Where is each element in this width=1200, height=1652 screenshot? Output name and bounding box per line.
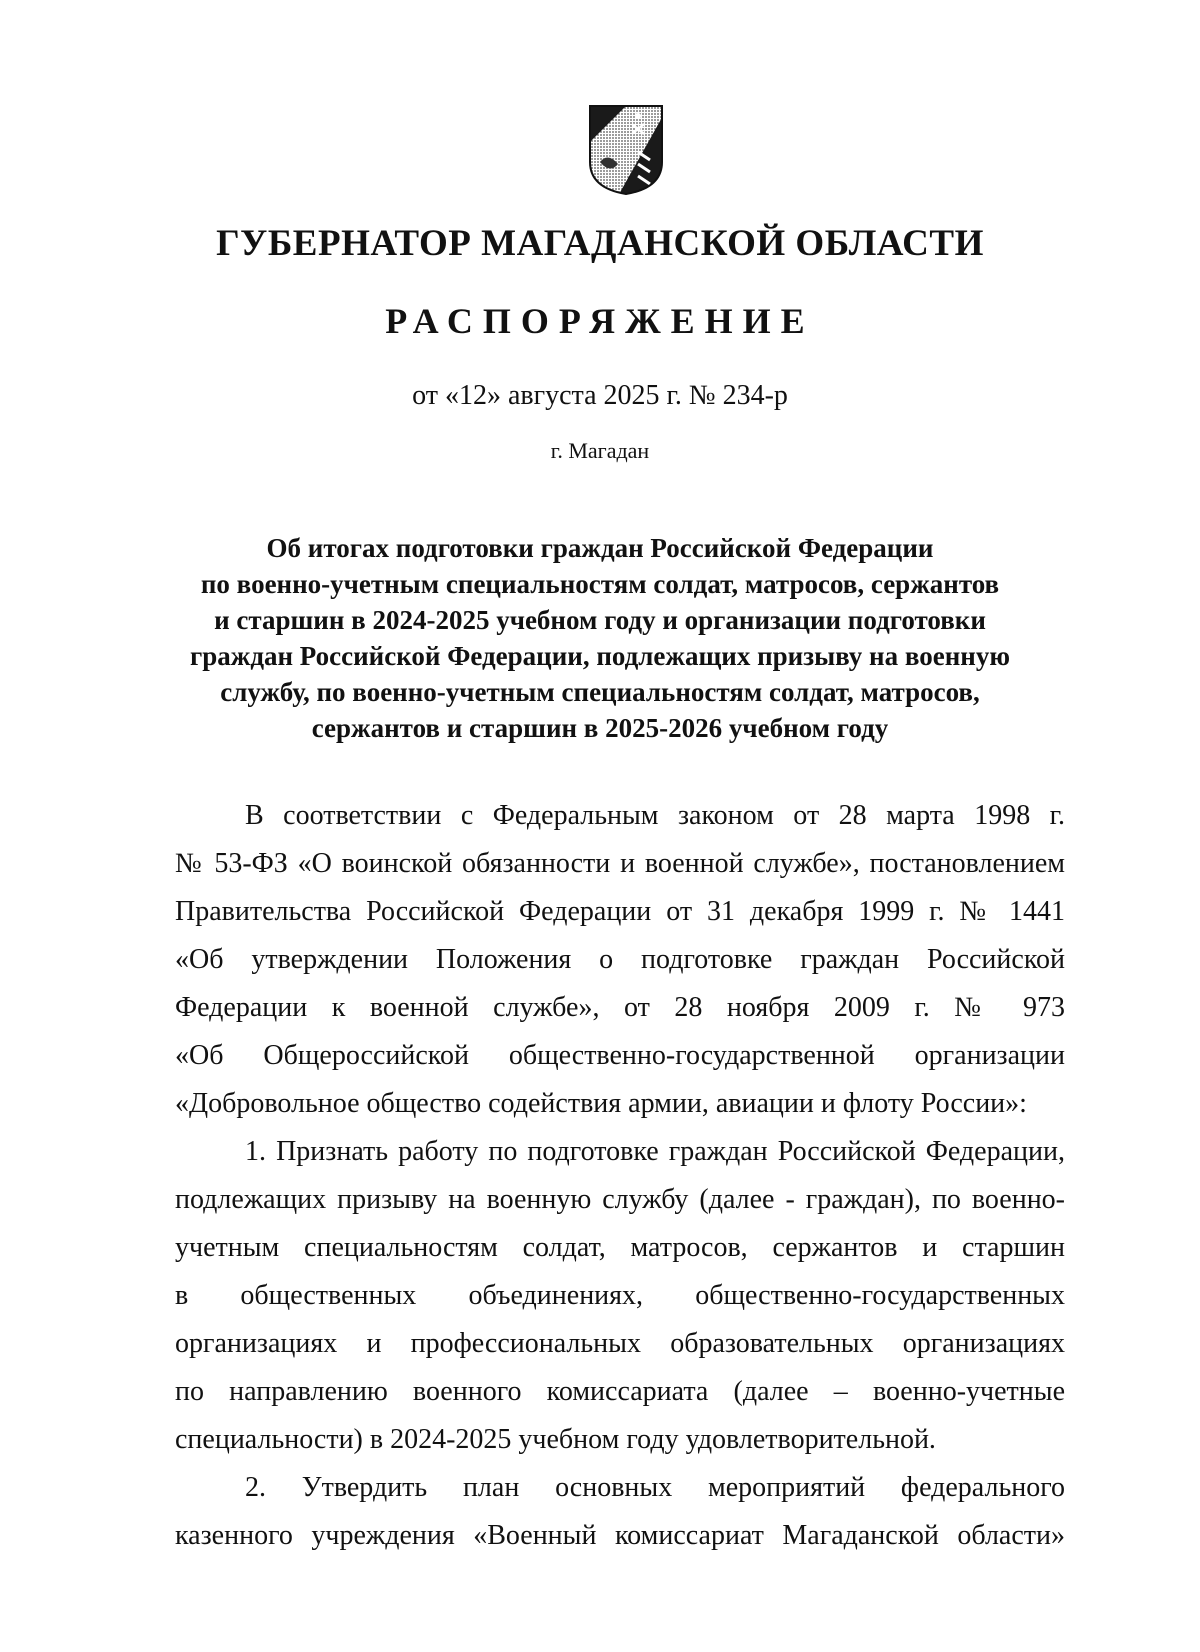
issuer-heading: ГУБЕРНАТОР МАГАДАНСКОЙ ОБЛАСТИ <box>216 223 984 264</box>
body-line: в общественных объединениях, общественно-государственных <box>175 1280 1065 1311</box>
title-line: службу, по военно-учетным специальностям солдат, матросов, <box>220 677 980 707</box>
body-line: «Об Общероссийской общественно-государственной организации <box>175 1040 1065 1071</box>
document-date-number: от «12» августа 2025 г. № 234-р <box>412 380 788 411</box>
body-line: «Об утверждении Положения о подготовке граждан Российской <box>175 944 1065 975</box>
coat-of-arms-icon <box>588 104 664 196</box>
body-line: № 53-ФЗ «О воинской обязанности и военной службе», постановлением <box>175 848 1065 879</box>
body-line: «Добровольное общество содействия армии, авиации и флоту России»: <box>175 1088 1027 1119</box>
body-line: В соответствии с Федеральным законом от 28 марта 1998 г. <box>245 800 1065 831</box>
body-line: подлежащих призыву на военную службу (далее - граждан), по военно- <box>175 1184 1065 1215</box>
body-line: специальности) в 2024-2025 учебном году удовлетворительной. <box>175 1424 936 1455</box>
title-line: сержантов и старшин в 2025-2026 учебном году <box>311 713 889 743</box>
body-line: организациях и профессиональных образовательных организациях <box>175 1328 1065 1359</box>
body-line: казенного учреждения «Военный комиссариат Магаданской области» <box>175 1520 1065 1551</box>
body-line: 2. Утвердить план основных мероприятий федерального <box>245 1472 1065 1503</box>
title-line: по военно-учетным специальностям солдат, матросов, сержантов <box>200 569 1000 599</box>
body-line: учетным специальностям солдат, матросов, сержантов и старшин <box>175 1232 1065 1263</box>
title-line: и старшин в 2024-2025 учебном году и организации подготовки <box>214 605 986 635</box>
document-title <box>150 530 1050 746</box>
body-line: 1. Признать работу по подготовке граждан Российской Федерации, <box>245 1136 1065 1167</box>
body-line: Федерации к военной службе», от 28 ноября 2009 г. № 973 <box>175 992 1065 1023</box>
title-line: граждан Российской Федерации, подлежащих призыву на военную <box>189 641 1010 671</box>
document-city: г. Магадан <box>550 438 650 463</box>
body-line: Правительства Российской Федерации от 31 декабря 1999 г. № 1441 <box>175 896 1065 927</box>
document-type-heading: РАСПОРЯЖЕНИЕ <box>385 301 815 341</box>
document-body <box>175 792 1065 1560</box>
title-line: Об итогах подготовки граждан Российской Федерации <box>266 533 934 563</box>
body-line: по направлению военного комиссариата (далее – военно-учетные <box>175 1376 1065 1407</box>
